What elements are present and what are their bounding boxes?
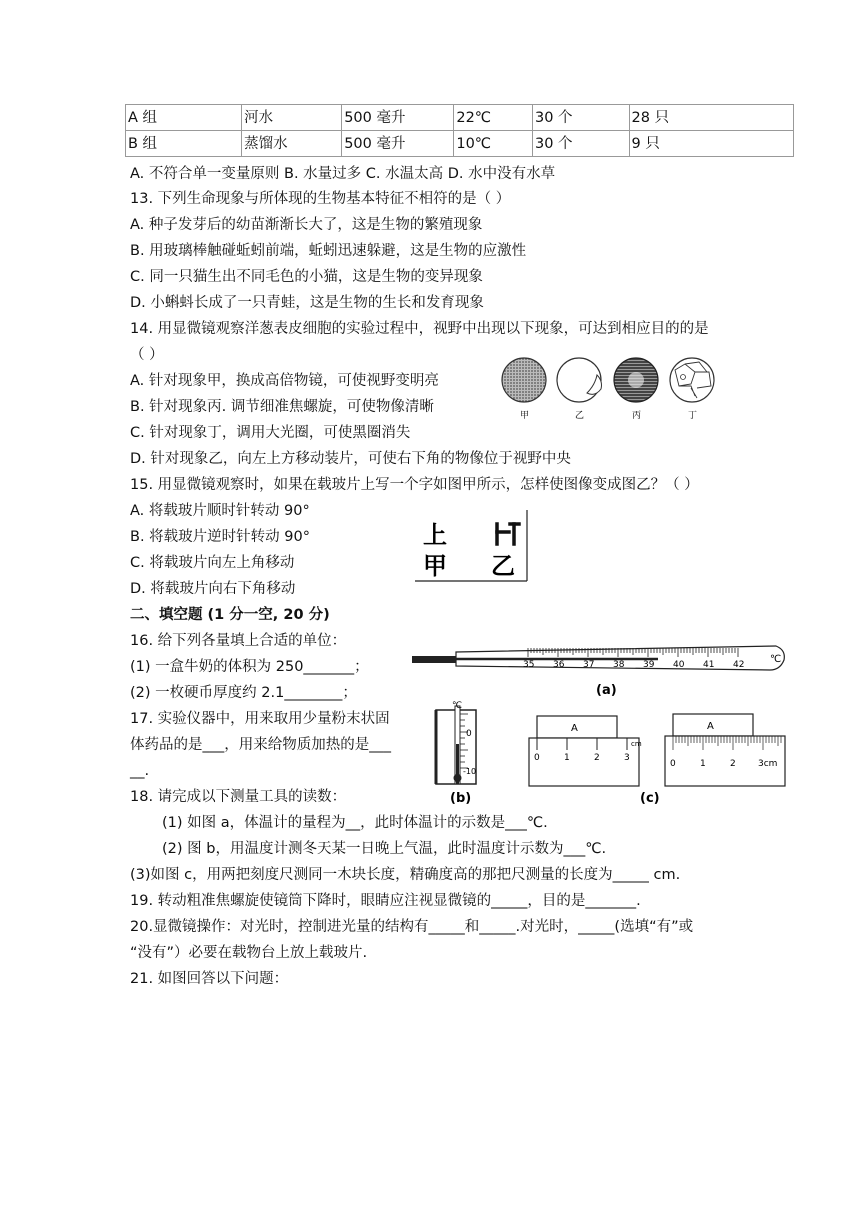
ruler1-num-3: 3 xyxy=(624,753,630,763)
thermometer-scale-label: 42 xyxy=(733,660,745,670)
block-a-left-label: A xyxy=(571,723,578,734)
ruler2-num-0: 0 xyxy=(670,759,676,769)
fig-char-shang: 上 xyxy=(423,521,447,549)
fig-label-ding: 丁 xyxy=(688,411,698,421)
q14-option-d: D. 针对现象乙，向左上方移动装片，可使右下角的物像位于视野中央 xyxy=(130,451,571,467)
slide-rotation-figure xyxy=(415,510,535,590)
experiment-table xyxy=(125,104,794,157)
table-cell: 500 毫升 xyxy=(342,105,454,131)
thermometer-scale-label: 40 xyxy=(673,660,685,670)
thermometer-scale-label: 38 xyxy=(613,660,625,670)
q13-option-a: A. 种子发芽后的幼苗渐渐长大了，这是生物的繁殖现象 xyxy=(130,217,483,233)
q14-option-a: A. 针对现象甲，换成高倍物镜，可使视野变明亮 xyxy=(130,373,439,389)
section-2-title: 二、填空题 (1 分一空, 20 分) xyxy=(130,607,330,623)
q13-option-c: C. 同一只猫生出不同毛色的小猫，这是生物的变异现象 xyxy=(130,269,483,285)
rotated-shang-glyph xyxy=(497,524,519,544)
fig-caption-c: (c) xyxy=(640,791,660,806)
fig-label-yi-15: 乙 xyxy=(491,552,515,580)
thermometer-scale-label: 37 xyxy=(583,660,595,670)
field-yi xyxy=(557,358,601,402)
fig-label-jia: 甲 xyxy=(520,411,530,421)
q20-line-1: 20.显微镜操作：对光时，控制进光量的结构有_____和_____.对光时，_____(选填“有”或 xyxy=(130,919,694,935)
table-cell: A 组 xyxy=(126,105,242,131)
ruler1-unit: cm xyxy=(631,740,642,748)
q14-stem: 14. 用显微镜观察洋葱表皮细胞的实验过程中，视野中出现以下现象，可达到相应目的的是 xyxy=(130,321,709,337)
fig-caption-a: (a) xyxy=(596,683,617,698)
q17-line-2: 体药品的是___，用来给物质加热的是___ xyxy=(130,737,391,753)
fig-label-bing: 丙 xyxy=(632,411,642,421)
thermometer-scale-label: 35 xyxy=(523,660,535,670)
thermometer-scale-label: 39 xyxy=(643,660,655,670)
thermometer-scale-label: 36 xyxy=(553,660,565,670)
thermometer-b-zero: 0 xyxy=(466,729,472,739)
table-cell: 500 毫升 xyxy=(342,131,454,157)
q15-option-c: C. 将载玻片向左上角移动 xyxy=(130,555,295,571)
q14-option-b: B. 针对现象丙. 调节细准焦螺旋，可使物像清晰 xyxy=(130,399,434,415)
table-cell: 10℃ xyxy=(454,131,533,157)
q15-stem: 15. 用显微镜观察时，如果在载玻片上写一个字如图甲所示，怎样使图像变成图乙？（ ） xyxy=(130,477,699,493)
rulers-figure xyxy=(525,708,790,808)
table-cell: 蒸馏水 xyxy=(242,131,342,157)
ruler1-num-2: 2 xyxy=(594,753,600,763)
fig-label-jia-15: 甲 xyxy=(423,552,447,580)
table-cell: 30 个 xyxy=(532,105,629,131)
q13-stem: 13. 下列生命现象与所体现的生物基本特征不相符的是（ ） xyxy=(130,191,511,207)
q15-option-a: A. 将载玻片顺时针转动 90° xyxy=(130,503,310,519)
q18-part-2: (2) 图 b，用温度计测冬天某一日晚上气温，此时温度计示数为___℃. xyxy=(162,841,607,857)
q17-line-1: 17. 实验仪器中，用来取用少量粉末状固 xyxy=(130,711,390,727)
table-row xyxy=(126,131,794,157)
thermometer-b-minus10: -10 xyxy=(463,767,477,776)
ruler2-num-1: 1 xyxy=(700,759,706,769)
q18-part-3: (3)如图 c，用两把刻度尺测同一木块长度，精确度高的那把尺测量的长度为_____ cm. xyxy=(130,867,681,883)
q17-line-3: __. xyxy=(130,763,150,779)
fig-label-yi: 乙 xyxy=(575,411,585,421)
ruler1-num-0: 0 xyxy=(534,753,540,763)
thermometer-unit: ℃ xyxy=(770,654,782,665)
q16-part-2: (2) 一枚硬币厚度约 2.1________； xyxy=(130,685,357,701)
q16-part-1: (1) 一盒牛奶的体积为 250_______； xyxy=(130,659,369,675)
q12-options: A. 不符合单一变量原则 B. 水量过多 C. 水温太高 D. 水中没有水草 xyxy=(130,166,556,182)
q14-stem-bracket: （ ） xyxy=(130,347,164,363)
q18-part-1: (1) 如图 a，体温计的量程为__，此时体温计的示数是___℃. xyxy=(162,815,548,831)
q21: 21. 如图回答以下问题： xyxy=(130,971,289,987)
room-thermometer-figure xyxy=(430,700,490,808)
thermometer-b-unit: ℃ xyxy=(452,701,463,711)
q15-option-b: B. 将载玻片逆时针转动 90° xyxy=(130,529,310,545)
microscope-fields-figure xyxy=(495,355,735,425)
q13-option-d: D. 小蝌蚪长成了一只青蛙，这是生物的生长和发育现象 xyxy=(130,295,484,311)
field-jia xyxy=(502,358,546,402)
q20-line-2: “没有”）必要在载物台上放上载玻片. xyxy=(130,945,368,961)
ruler2-unit: 3cm xyxy=(758,759,778,769)
table-cell: 22℃ xyxy=(454,105,533,131)
thermometer-scale-label: 41 xyxy=(703,660,715,670)
q14-option-c: C. 针对现象丁，调用大光圈，可使黑圈消失 xyxy=(130,425,411,441)
table-cell: 9 只 xyxy=(629,131,793,157)
ruler1-num-1: 1 xyxy=(564,753,570,763)
q19: 19. 转动粗准焦螺旋使镜筒下降时，眼睛应注视显微镜的_____，目的是_______. xyxy=(130,893,641,909)
block-a-right-label: A xyxy=(707,721,714,732)
fig-caption-b: (b) xyxy=(450,791,472,806)
ruler2-num-2: 2 xyxy=(730,759,736,769)
q13-option-b: B. 用玻璃棒触碰蚯蚓前端，蚯蚓迅速躲避，这是生物的应激性 xyxy=(130,243,527,259)
q16-stem: 16. 给下列各量填上合适的单位： xyxy=(130,633,347,649)
q18-stem: 18. 请完成以下测量工具的读数： xyxy=(130,789,347,805)
table-cell: 30 个 xyxy=(532,131,629,157)
table-cell: 河水 xyxy=(242,105,342,131)
table-row xyxy=(126,105,794,131)
q15-option-d: D. 将载玻片向右下角移动 xyxy=(130,581,296,597)
table-cell: 28 只 xyxy=(629,105,793,131)
table-cell: B 组 xyxy=(126,131,242,157)
clinical-thermometer-figure xyxy=(408,640,788,702)
thermometer-bulb xyxy=(412,656,456,663)
